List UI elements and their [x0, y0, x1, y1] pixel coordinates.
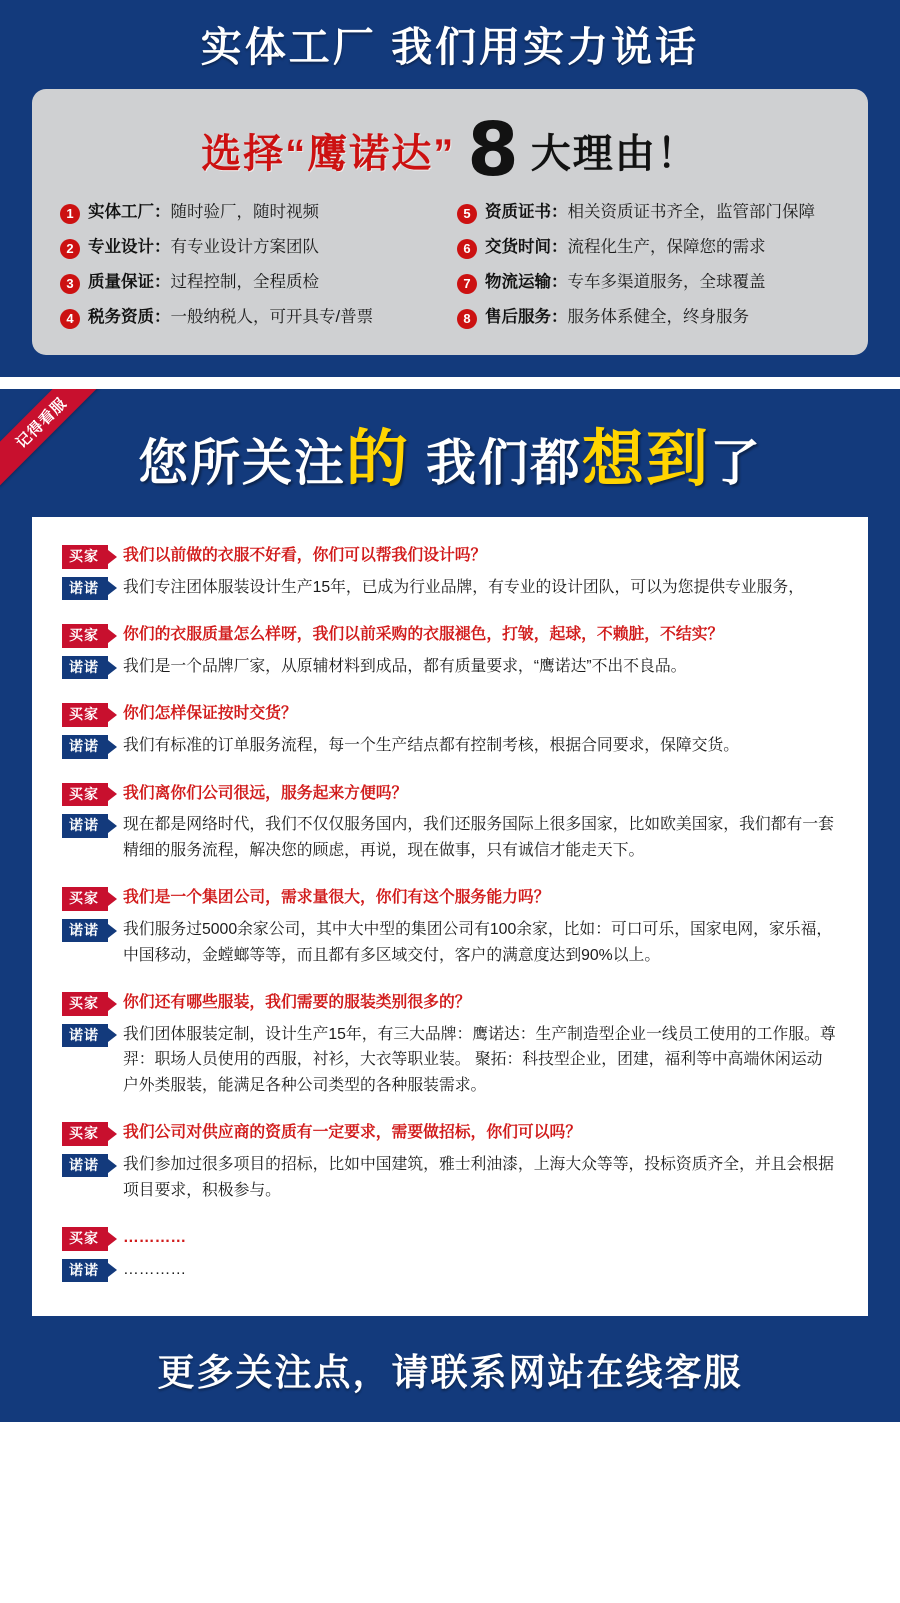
- question-row: [62, 543, 838, 569]
- reason-number-badge: 4: [60, 309, 80, 329]
- answer-row: [62, 1152, 838, 1203]
- qa-block: [62, 781, 838, 864]
- reason-label: 售后服务：: [485, 308, 568, 327]
- question-row: [62, 622, 838, 648]
- reason-label: 物流运输：: [485, 273, 568, 292]
- question-row: [62, 781, 838, 807]
- question-row: [62, 1225, 838, 1251]
- buyer-tag: 买家: [62, 1227, 108, 1251]
- answer-text: 现在都是网络时代，我们不仅仅服务国内，我们还服务国际上很多国家，比如欧美国家，我们都有一套精细的服务流程，解决您的顾虑，再说，现在做事，只有诚信才能走天下。: [123, 816, 834, 859]
- reason-text: 有专业设计方案团队: [170, 238, 319, 257]
- reasons-card: [32, 89, 868, 355]
- question-row: [62, 990, 838, 1016]
- headline-part-4: 想到: [582, 425, 711, 495]
- reason-label: 质量保证：: [88, 273, 171, 292]
- answer-row: [62, 654, 838, 680]
- answer-text: 我们专注团体服装设计生产15年，已成为行业品牌，有专业的设计团队，可以为您提供专业服务，: [123, 578, 805, 596]
- answer-row: [62, 1022, 838, 1099]
- qa-block: [62, 885, 838, 968]
- reply-tag: 诺诺: [62, 1259, 108, 1283]
- reason-text: 随时验厂，随时视频: [170, 203, 319, 222]
- answer-text: 我们参加过很多项目的招标，比如中国建筑，雅士利油漆，上海大众等等，投标资质齐全，并且会根据项目要求，积极参与。: [123, 1155, 834, 1199]
- buyer-tag: 买家: [62, 703, 108, 727]
- reason-label: 实体工厂：: [88, 203, 171, 222]
- answer-text: 我们是一个品牌厂家，从原辅材料到成品，都有质量要求，“鹰诺达”不出不良品。: [123, 657, 687, 675]
- reply-tag: 诺诺: [62, 656, 108, 680]
- reason-number-badge: 5: [457, 204, 477, 224]
- headline-part-3: 我们都: [426, 435, 582, 492]
- reply-tag: 诺诺: [62, 1154, 108, 1178]
- reason-item: [60, 237, 443, 259]
- reason-text: 专车多渠道服务，全球覆盖: [567, 273, 766, 292]
- reason-item: [60, 307, 443, 329]
- reply-tag: 诺诺: [62, 735, 108, 759]
- title-red-part: 选择“鹰诺达”: [201, 132, 456, 177]
- reason-text: 服务体系健全，终身服务: [567, 308, 749, 327]
- reason-label: 资质证书：: [485, 203, 568, 222]
- reason-item: [457, 307, 840, 329]
- buyer-tag: 买家: [62, 783, 108, 807]
- reason-label: 专业设计：: [88, 238, 171, 257]
- buyer-tag: 买家: [62, 992, 108, 1016]
- reason-item: [457, 272, 840, 294]
- answer-text: 我们团体服装定制，设计生产15年，有三大品牌：鹰诺达：生产制造型企业一线员工使用的工作服。尊羿：职场人员使用的西服，衬衫，大衣等职业装。 聚拓：科技型企业，团建，福利等中高端休闲运动户外类服装，能满足各种公司类型的各种服装需求。: [123, 1025, 836, 1094]
- faq-footer-text: 更多关注点，请联系网站在线客服: [157, 1352, 743, 1394]
- buyer-tag: 买家: [62, 1122, 108, 1146]
- answer-text: 我们有标准的订单服务流程，每一个生产结点都有控制考核，根据合同要求，保障交货。: [123, 737, 740, 755]
- buyer-tag: 买家: [62, 545, 108, 569]
- headline-part-2: 的: [345, 425, 410, 495]
- title-black-part: 大理由！: [530, 132, 699, 177]
- section-divider: [0, 377, 900, 389]
- headline-part-5: 了: [710, 435, 763, 492]
- answer-row: [62, 733, 838, 759]
- qa-block: [62, 1225, 838, 1282]
- answer-text: 我们服务过5000余家公司，其中大中型的集团公司有100余家，比如：可口可乐，国家电网，家乐福，中国移动，金螳螂等等，而且都有多区域交付，客户的满意度达到90%以上。: [123, 920, 833, 964]
- question-text: 你们还有哪些服装，我们需要的服装类别很多的？: [123, 994, 471, 1012]
- question-text: …………: [123, 1229, 187, 1247]
- reason-number-badge: 3: [60, 274, 80, 294]
- question-text: 我们以前做的衣服不好看，你们可以帮我们设计吗？: [123, 547, 487, 565]
- faq-headline: [0, 389, 900, 517]
- headline-part-1: 您所关注: [137, 435, 346, 492]
- reason-item: [457, 237, 840, 259]
- reason-item: [60, 272, 443, 294]
- reasons-section: [0, 0, 900, 377]
- reason-number-badge: 8: [457, 309, 477, 329]
- question-text: 你们怎样保证按时交货？: [123, 705, 297, 723]
- reasons-grid: [60, 202, 840, 329]
- corner-ribbon: 记得看服: [0, 389, 105, 486]
- reason-text: 相关资质证书齐全，监管部门保障: [567, 203, 815, 222]
- reply-tag: 诺诺: [62, 1024, 108, 1048]
- faq-card: [32, 517, 868, 1316]
- reason-number-badge: 1: [60, 204, 80, 224]
- reason-text: 流程化生产，保障您的需求: [567, 238, 766, 257]
- reply-tag: 诺诺: [62, 814, 108, 838]
- qa-block: [62, 701, 838, 758]
- title-number-8: 8: [467, 107, 519, 194]
- answer-row: [62, 812, 838, 863]
- reply-tag: 诺诺: [62, 577, 108, 601]
- reasons-card-title: [60, 107, 840, 202]
- question-row: [62, 1120, 838, 1146]
- question-text: 我们是一个集团公司，需求量很大，你们有这个服务能力吗？: [123, 889, 550, 907]
- reason-number-badge: 6: [457, 239, 477, 259]
- reason-item: [60, 202, 443, 224]
- reason-number-badge: 7: [457, 274, 477, 294]
- answer-row: [62, 917, 838, 968]
- answer-row: [62, 575, 838, 601]
- reply-tag: 诺诺: [62, 919, 108, 943]
- question-row: [62, 701, 838, 727]
- section-one-headline: 实体工厂 我们用实力说话: [200, 24, 700, 70]
- question-text: 你们的衣服质量怎么样呀，我们以前采购的衣服褪色，打皱，起球，不赖脏，不结实？: [123, 626, 724, 644]
- qa-block: [62, 1120, 838, 1203]
- reason-label: 交货时间：: [485, 238, 568, 257]
- question-row: [62, 885, 838, 911]
- reason-number-badge: 2: [60, 239, 80, 259]
- reason-text: 一般纳税人，可开具专/普票: [170, 308, 374, 327]
- buyer-tag: 买家: [62, 624, 108, 648]
- faq-section: [0, 389, 900, 1422]
- qa-block: [62, 543, 838, 600]
- qa-block: [62, 622, 838, 679]
- answer-row: [62, 1257, 838, 1283]
- qa-block: [62, 990, 838, 1098]
- question-text: 我们离你们公司很远，服务起来方便吗？: [123, 784, 408, 802]
- question-text: 我们公司对供应商的资质有一定要求，需要做招标，你们可以吗？: [123, 1124, 582, 1142]
- reason-text: 过程控制，全程质检: [170, 273, 319, 292]
- reason-item: [457, 202, 840, 224]
- buyer-tag: 买家: [62, 887, 108, 911]
- answer-text: …………: [123, 1260, 187, 1278]
- reason-label: 税务资质：: [88, 308, 171, 327]
